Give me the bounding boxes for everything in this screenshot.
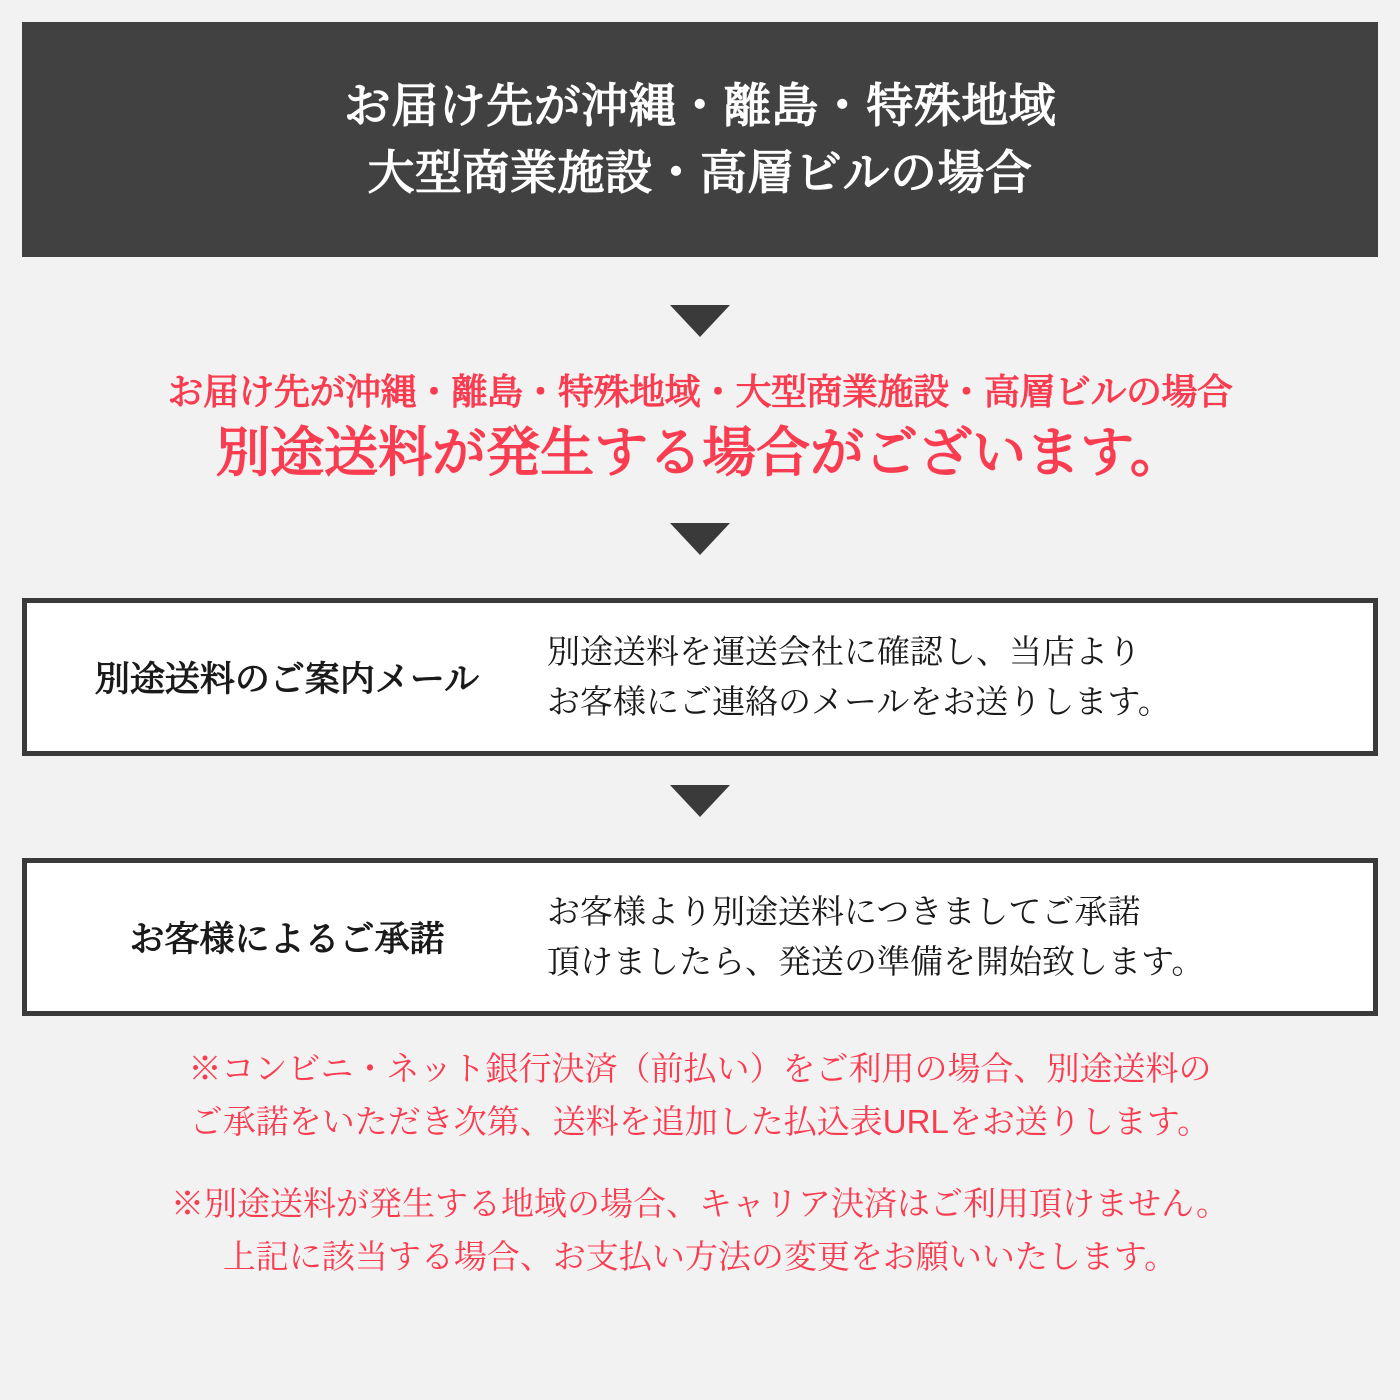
step-description (547, 627, 1373, 727)
down-arrow-icon (670, 785, 730, 817)
step-description-line: 別途送料を運送会社に確認し、当店より (547, 632, 1141, 670)
footnote-line: ご承諾をいただき次第、送料を追加した払込表URLをお送りします。 (189, 1103, 1211, 1141)
step-box-customer-approval (22, 858, 1378, 1016)
step-description-line: 頂けましたら、発送の準備を開始致します。 (547, 943, 1205, 980)
emphasis-condition-text: お届け先が沖縄・離島・特殊地域・大型商業施設・高層ビルの場合 (167, 371, 1233, 412)
step-box-shipping-fee-email (22, 598, 1378, 756)
header-title-line-2: 大型商業施設・高層ビルの場合 (367, 145, 1033, 199)
emphasis-block (0, 370, 1400, 490)
down-arrow-icon (670, 523, 730, 555)
header-band (22, 22, 1378, 257)
down-arrow-icon (670, 305, 730, 337)
header-title-line-1: お届け先が沖縄・離島・特殊地域 (343, 78, 1057, 132)
footnote-line: 上記に該当する場合、お支払い方法の変更をお願いいたします。 (222, 1238, 1178, 1276)
footnote-line: ※コンビニ・ネット銀行決済（前払い）をご利用の場合、別途送料の (188, 1050, 1212, 1087)
footnote-item (0, 1177, 1400, 1284)
step-label: 別途送料のご案内メール (94, 660, 480, 699)
step-description-line: お客様より別途送料につきましてご承諾 (547, 892, 1141, 930)
step-label: お客様によるご承諾 (129, 920, 445, 959)
footnote-line: ※別途送料が発生する地域の場合、キャリア決済はご利用頂けません。 (171, 1184, 1229, 1222)
emphasis-headline-text: 別途送料が発生する場合がございます。 (216, 423, 1184, 484)
footnote-item (0, 1042, 1400, 1149)
step-description (547, 887, 1373, 987)
footnotes (0, 1042, 1400, 1284)
step-description-line: お客様にご連絡のメールをお送りします。 (547, 683, 1171, 720)
